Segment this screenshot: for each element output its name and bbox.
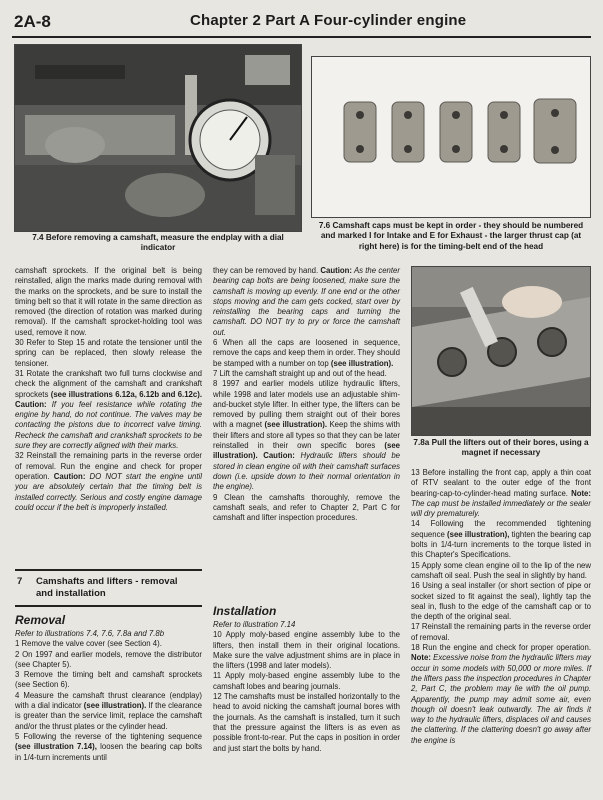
step-14-text: 14 Following the recommended tightening sequence [411, 519, 591, 539]
step-8-caution: Caution: [257, 451, 295, 461]
installation-ref: Refer to illustration 7.14 [213, 620, 296, 629]
step-18-note: Note: [411, 653, 431, 663]
continued-caution: Caution: [320, 266, 353, 275]
continued-caution-text: As the center bearing cap bolts are being loosened, make sure the camshaft is moving up evenly. If one end or the other stops moving and the cam gets cocked, start over by reinstalling the bearing caps and turning the camshaft. DO NOT try to pry or force the camshaft out. [213, 266, 400, 337]
step-13 [411, 468, 591, 519]
step-6-text: 6 When all the caps are loosened in sequence, remove the caps and keep them in order. They should be stamped with a number on top [213, 338, 400, 368]
section-7-title-line-2: and installation [36, 588, 106, 599]
step-5 [15, 732, 202, 763]
section-7-title-line-1: Camshafts and lifters - removal [36, 576, 178, 587]
intro-paragraph: camshaft sprockets. If the original belt is being reinstalled, align the marks made during removal with the marks on the sprockets, and be sure to install the timing belt so that it will rotate in the same direction as removed (the direction of rotation was marked during removal). If the camshaft sprocket-holding tool was used, remove it now. [15, 266, 202, 337]
removal-ref: Refer to illustrations 7.4, 7.6, 7.8a and 7.8b [15, 629, 165, 638]
section-7-bottom-rule [15, 605, 202, 607]
step-31 [15, 369, 202, 451]
step-8-ref-1: (see illustration). [264, 420, 328, 430]
step-6 [213, 338, 400, 369]
figure-7-6-caption: 7.6 Camshaft caps must be kept in order - they should be numbered and marked I for Intake and E for Exhaust - the larger thrust cap (at right here) is for the timing-belt end of the head [318, 221, 584, 251]
step-8-text: 8 1997 and earlier models utilize hydraulic lifters, while 1998 and later models use an adjustable shim-and-bucket style lifter. In either type, the lifters can be removed by pulling them straight out of their bores with a magnet [213, 379, 400, 430]
right-column [411, 468, 591, 746]
figure-7-4-caption: 7.4 Before removing a camshaft, measure the endplay with a dial indicator [32, 233, 284, 253]
middle-column-top [213, 266, 400, 523]
figure-7-6-photo [311, 56, 591, 218]
step-14 [411, 519, 591, 560]
step-32 [15, 451, 202, 513]
step-7: 7 Lift the camshaft straight up and out of the head. [213, 368, 387, 378]
step-14-text-b: tighten the bearing cap bolts in 1/4-turn increments to the torque listed in this Chapter's Specifications. [411, 529, 592, 560]
step-8-text-b: Keep the shims with their lifters and store all types so that they can be later reinstalled in their own specific bores [213, 420, 400, 451]
step-14-ref: (see illustration), [447, 529, 510, 539]
step-11: 11 Apply moly-based engine assembly lube to the camshaft lobes and bearing journals. [213, 671, 400, 691]
step-4-ref: (see illustration). [83, 701, 147, 711]
step-12: 12 The camshafts must be installed horizontally to the head to avoid nicking the camshaft journal bores with the journals. As the camshaft is installed, turn it such that the pressure against the lifters is as even as possible front-to-rear. Put the caps in position in order and just start the bolts by hand. [213, 692, 400, 753]
step-5-continued [213, 266, 400, 338]
installation-steps [213, 620, 400, 754]
step-13-text: 13 Before installing the front cap, apply a thin coat of RTV sealant to the outer edge of the front bearing-cap-to-cylinder-head mating surface. [411, 468, 591, 498]
step-13-note-text: The cap must be installed immediately or the sealer will dry prematurely. [411, 498, 591, 519]
section-7-number: 7 [17, 576, 23, 587]
step-4-text-b: If the clearance is greater than the service limit, replace the camshaft and/or the thrust plates or the cylinder head. [15, 701, 202, 731]
step-31-ref: (see illustrations 6.12a, 6.12b and 6.12c). [50, 389, 202, 399]
step-8 [213, 379, 400, 492]
page-number: 2A-8 [14, 12, 51, 31]
step-4 [15, 691, 202, 732]
step-32-text: 32 Reinstall the remaining parts in the reverse order of removal. Run the engine and check for proper operation. [15, 451, 202, 481]
continued-text: they can be removed by hand. [213, 266, 321, 275]
step-6-ref: (see illustration). [330, 358, 394, 368]
step-32-caution-text: DO NOT start the engine until you are absolutely certain that the timing belt is installed correctly. Serious and costly engine damage could occur if the belt is improperly installed. [15, 471, 202, 512]
step-3: 3 Remove the timing belt and camshaft sprockets (see Section 6). [15, 670, 202, 690]
step-18 [411, 643, 591, 746]
section-7-title [36, 576, 202, 600]
chapter-title: Chapter 2 Part A Four-cylinder engine [190, 12, 467, 29]
figure-7-8a-caption: 7.8a Pull the lifters out of their bores, using a magnet if necessary [413, 438, 589, 458]
step-30: 30 Refer to Step 15 and rotate the tensioner until the spring can be replaced, then slowly release the tensioner. [15, 338, 202, 368]
step-13-note: Note: [571, 488, 591, 498]
step-8-caution-text: Hydraulic lifters should be stored in clean engine oil with their camshaft surfaces down (i.e. upside down to their normal orientation in the engine). [213, 451, 400, 492]
step-5-text: 5 Following the reverse of the tightening sequence [15, 731, 202, 741]
step-17: 17 Reinstall the remaining parts in the reverse order of removal. [411, 622, 591, 642]
step-16: 16 Using a seal installer (or short section of pipe or socket sized to fit against the seal), lightly tap the seal in, flush to the edge of the camshaft cap or to the depth of the original seal. [411, 581, 591, 622]
step-4-text: 4 Measure the camshaft thrust clearance (endplay) with a dial indicator [15, 690, 202, 711]
removal-steps [15, 629, 202, 763]
step-18-text: 18 Run the engine and check for proper operation. [411, 643, 591, 653]
left-column-top [15, 266, 202, 513]
step-31-text: 31 Rotate the crankshaft two full turns clockwise and check the alignment of the camshaft and crankshaft sprockets [15, 368, 202, 399]
step-31-caution: Caution: [15, 399, 47, 409]
step-5-text-b: loosen the bearing cap bolts in 1/4-turn increments until [15, 742, 202, 762]
figure-7-4-photo [14, 44, 302, 232]
step-8-ref-2: (see illustration). [213, 441, 400, 461]
figure-7-8a-photo [411, 266, 591, 436]
step-1: 1 Remove the valve cover (see Section 4). [15, 639, 162, 649]
installation-heading: Installation [213, 604, 277, 618]
step-18-note-text: Excessive noise from the hydraulic lifters may occur in some models with 50,000 or more miles. If the lifters pass the inspection procedures in Chapter 2, Part C, the problem may lie with the oil pump. Apparently, the pump may admit some air, even though oil doesn't leak outwardly. The air finds it way to the hydraulic lifters, displaces oil and causes the clattering. If the clattering doesn't go away after the engine is [411, 653, 591, 745]
header-rule [12, 36, 591, 38]
step-10: 10 Apply moly-based engine assembly lube to the lifters, then install them in their original locations. Make sure the valve adjustment shims are in place in the lifters (1998 and later models). [213, 630, 400, 671]
step-2: 2 On 1997 and earlier models, remove the distributor (see Chapter 5). [15, 649, 202, 669]
removal-heading: Removal [15, 613, 66, 627]
step-31-caution-text: If you feel resistance while rotating the engine by hand, do not continue. The valves may be contacting the pistons due to incorrect valve timing. Recheck the camshaft and crankshaft sprockets to be sure they are correctly aligned with their marks. [15, 399, 202, 451]
step-32-caution: Caution: [49, 471, 86, 481]
step-5-ref: (see illustration 7.14), [15, 742, 97, 752]
step-9: 9 Clean the camshafts thoroughly, remove the camshaft seals, and refer to Chapter 2, Part C for camshaft and lifter inspection procedures. [213, 492, 400, 523]
step-15: 15 Apply some clean engine oil to the lip of the new camshaft oil seal. Push the seal in slightly by hand. [411, 560, 591, 580]
section-7-top-rule [15, 569, 202, 571]
